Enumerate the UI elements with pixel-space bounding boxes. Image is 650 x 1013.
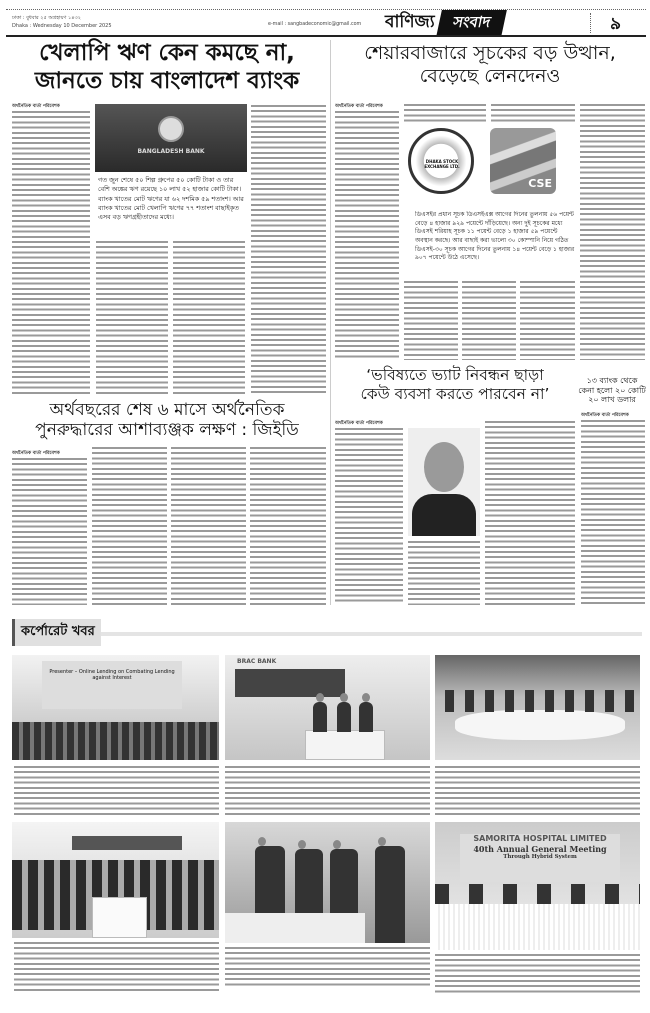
article-body <box>173 240 245 395</box>
article-body <box>404 103 486 125</box>
corporate-photo-brac-booth <box>225 655 430 760</box>
agm-banner <box>460 834 620 882</box>
portrait-suit <box>412 494 476 536</box>
date-bn: ঢাকা : বুধবার ২৫ অগ্রহায়ণ ১৪৩২ <box>12 15 82 21</box>
masthead <box>385 12 504 34</box>
people-around-table <box>445 690 635 712</box>
article-body <box>251 104 326 395</box>
article-body <box>404 280 458 360</box>
page-number: ৯ <box>610 14 622 34</box>
headline-share-market <box>334 42 646 88</box>
headline-ged <box>8 400 326 441</box>
email: e-mail : sangbadeconomic@gmail.com <box>268 22 362 27</box>
bank-sign-text: BANGLADESH BANK <box>137 148 205 155</box>
photo-caption <box>14 765 219 815</box>
headline-dollar <box>578 376 646 405</box>
corporate-photo-seminar <box>12 655 219 760</box>
head-table <box>435 904 640 950</box>
masthead-left: বাণিজ্য <box>385 12 435 32</box>
headline-line: কেউ ব্যবসা করতে পারবেন না’ <box>360 384 550 403</box>
bank-seal-icon <box>158 116 184 142</box>
banner-text: Presenter – Online Lending on Combating Lending against Interest <box>49 669 175 681</box>
corporate-photo-meeting <box>435 655 640 760</box>
pull-quote: গত জুন শেষে ৫০ শিল্প গ্রুপের ৫০ কোটি টাকা ও তার বেশি অঙ্কের ঋণ রয়েছে ১০ লাখ ৫২ হাজার কোটি টাকা। ব্যাংক খাতের মোট ঋণের যা ৬২ দশমিক ৫৯ শতাংশ। আর ব্যাংক খাতের মোট খেলাপি ঋণের ৭৭ শতাংশ বাছাইকৃত এসব বড় ঋণগ্রহীতাদের মধ্যে। <box>98 176 244 222</box>
portrait-head <box>424 442 464 492</box>
article-body <box>92 446 167 605</box>
article-body <box>12 110 90 395</box>
headline-line: পুনরুদ্ধারের আশাব্যঞ্জক লক্ষণ : জিইডি <box>35 420 299 441</box>
dse-logo <box>408 128 474 194</box>
photo-caption <box>435 953 640 995</box>
article-body <box>250 446 326 605</box>
person <box>375 846 405 943</box>
pull-quote: ডিএসইর প্রধান সূচক ডিএসইএক্স আগের দিনের তুলনায় ৫৬ পয়েন্ট বেড়ে ৪ হাজার ৯২৯ পয়েন্টে দাঁড়িয়েছে। অন্য দুই সূচকের মধ্যে ডিএসই শরিয়াহ সূচক ১১ পয়েন্ট বেড়ে ১ হাজার ৫৯ পয়েন্টে অবস্থান করছে। আর বাছাই করা ভালো ৩০ কোম্পানি নিয়ে গঠিত ডিএসই-৩০ সূচক আগের দিনের তুলনায় ১৪ পয়েন্ট বেড়ে ১ হাজার ৯০৭ পয়েন্টে উঠে এসেছে। <box>415 211 575 262</box>
byline: অর্থনৈতিক বার্তা পরিবেশক <box>12 104 60 109</box>
booth-sign: BRAC BANK <box>237 658 277 665</box>
backdrop <box>72 836 182 850</box>
cse-logo-text: CSE <box>528 177 552 190</box>
section-title: কর্পোরেট খবর <box>12 619 101 646</box>
dse-logo-text: DHAKA STOCK EXCHANGE LTD. <box>424 159 460 169</box>
person <box>337 702 351 732</box>
photo-caption <box>225 765 430 815</box>
article-body <box>12 457 87 605</box>
corporate-photo-handover <box>225 822 430 943</box>
banner <box>42 661 182 709</box>
headline-line: বেড়েছে লেনদেনও <box>419 64 561 87</box>
cse-logo <box>490 128 556 194</box>
group-of-people <box>12 722 219 760</box>
article-body <box>520 280 575 360</box>
headline-line: জানতে চায় বাংলাদেশ ব্যাংক <box>34 67 300 94</box>
headline-line: ‘ভবিষ্যতে ভ্যাট নিবন্ধন ছাড়া <box>366 366 544 384</box>
column-rule <box>330 40 331 605</box>
article-body <box>335 110 399 360</box>
article-body <box>491 103 575 125</box>
desk <box>225 913 365 943</box>
article-body <box>580 103 645 360</box>
headline-line: কেনা হলো ২০ কোটি <box>578 385 646 395</box>
article-body <box>96 240 168 395</box>
header-rule <box>6 35 646 37</box>
headline-vat <box>334 366 576 403</box>
top-dotted-rule <box>6 9 646 10</box>
banner-text: SAMORITA HOSPITAL LIMITED <box>473 834 607 843</box>
date-en: Dhaka : Wednesday 10 December 2025 <box>12 23 112 29</box>
photo-caption <box>225 946 430 988</box>
divider <box>590 13 591 33</box>
article-body <box>581 419 645 605</box>
head-table-people <box>435 884 640 904</box>
article-body <box>335 427 403 605</box>
corporate-photo-agm <box>435 822 640 950</box>
podium <box>92 897 147 938</box>
bangladesh-bank-photo <box>95 104 247 172</box>
person <box>313 702 327 732</box>
headline-line: শেয়ারবাজারে সূচকের বড় উত্থান, <box>364 42 616 64</box>
article-body <box>171 446 246 605</box>
masthead-right: সংবাদ <box>436 10 507 37</box>
banner-text: 40th Annual General Meeting <box>473 844 607 854</box>
article-body <box>408 540 480 605</box>
article-body <box>485 420 575 605</box>
section-rule <box>12 632 642 636</box>
byline: অর্থনৈতিক বার্তা পরিবেশক <box>581 413 629 418</box>
corporate-photo-signing <box>12 822 219 938</box>
conference-table <box>455 710 625 740</box>
byline: অর্থনৈতিক বার্তা পরিবেশক <box>335 104 383 109</box>
photo-caption <box>14 941 219 991</box>
headline-line: অর্থবছরের শেষ ৬ মাসে অর্থনৈতিক <box>49 400 285 420</box>
byline: অর্থনৈতিক বার্তা পরিবেশক <box>335 421 383 426</box>
person <box>359 702 373 732</box>
headline-line: ২০ লাখ ডলার <box>588 395 636 405</box>
headline-bad-loans <box>8 40 326 95</box>
article-body <box>462 280 516 360</box>
booth-counter <box>305 730 385 760</box>
portrait-photo <box>408 428 480 536</box>
headline-line: ১৩ ব্যাংক থেকে <box>586 376 638 385</box>
byline: অর্থনৈতিক বার্তা পরিবেশক <box>12 451 60 456</box>
banner-text: Through Hybrid System <box>503 854 577 860</box>
booth-canopy <box>235 669 345 697</box>
headline-line: খেলাপি ঋণ কেন কমছে না, <box>39 40 295 66</box>
photo-caption <box>435 765 640 815</box>
